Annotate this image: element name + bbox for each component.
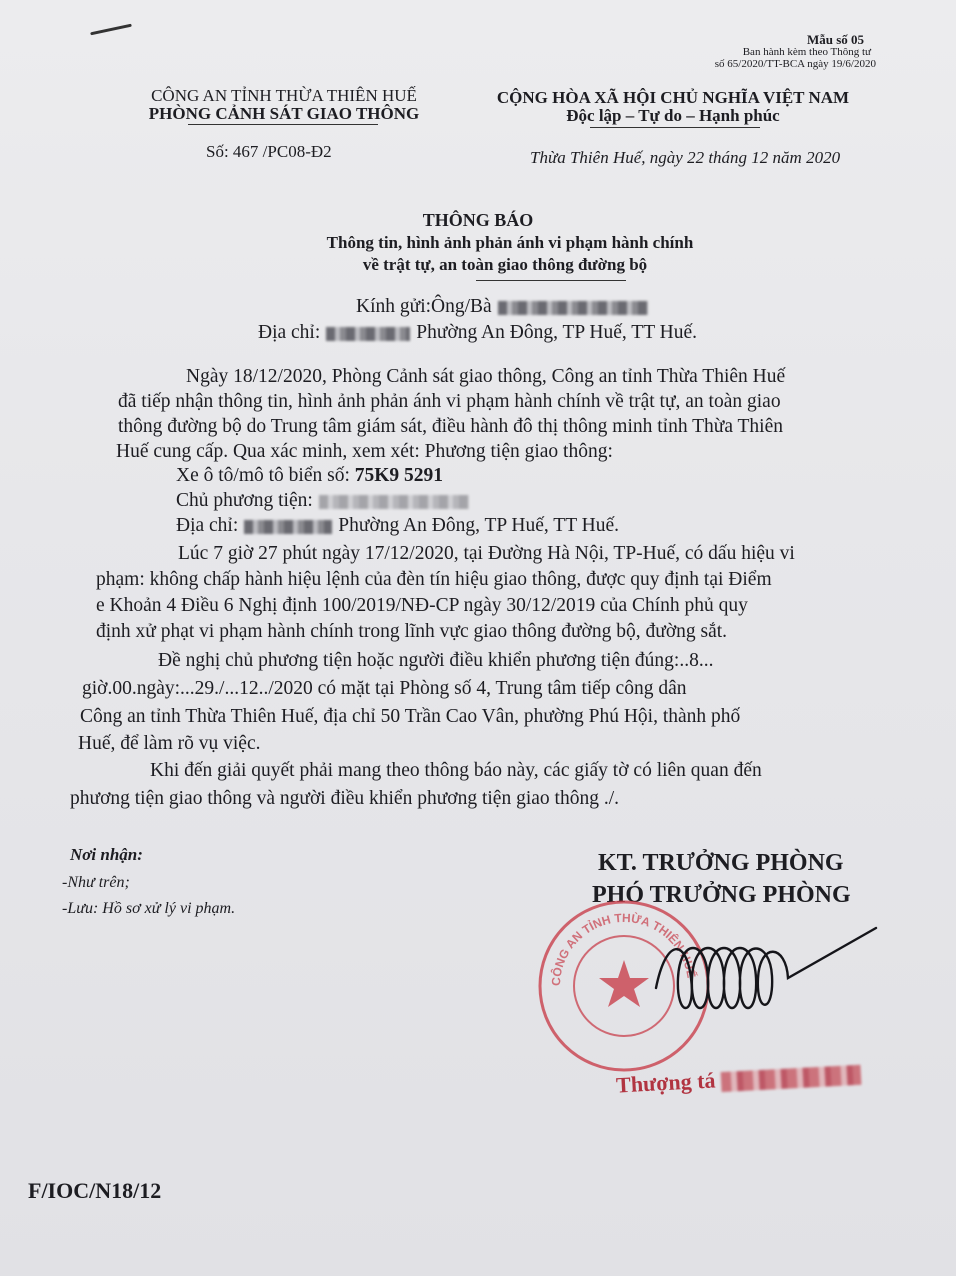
address-value: Phường An Đông, TP Huế, TT Huế. [416,322,697,343]
signer-title-2: PHÓ TRƯỞNG PHÒNG [592,882,851,908]
star-icon [599,960,649,1007]
paragraph-line: Khi đến giải quyết phải mang theo thông báo này, các giấy tờ có liên quan đến [150,760,762,781]
department-name: PHÒNG CẢNH SÁT GIAO THÔNG [148,104,420,123]
form-circular-line: số 65/2020/TT-BCA ngày 19/6/2020 [714,58,876,70]
agency-name: CÔNG AN TỈNH THỪA THIÊN HUẾ [151,86,417,105]
greeting-label: Kính gửi:Ông/Bà [356,296,492,317]
redacted-signer-name [721,1065,862,1092]
document-subtitle-2: về trật tự, an toàn giao thông đường bộ [362,255,648,274]
agency-underline [188,124,378,125]
redacted-owner-address [244,520,332,534]
plate-label: Xe ô tô/mô tô biển số: [176,465,350,486]
handwritten-signature [646,918,886,1038]
paragraph-line: Huế cung cấp. Qua xác minh, xem xét: Phương tiện giao thông: [116,441,613,462]
paragraph-line: đã tiếp nhận thông tin, hình ảnh phản ánh vi phạm hành chính về trật tự, an toàn giao [118,391,781,412]
signer-rank: Thượng tá [615,1067,717,1098]
subtitle-underline [476,280,626,281]
document-number: Số: 467 /PC08-Đ2 [206,142,332,161]
plate-number: 75K9 5291 [354,465,444,486]
paragraph-line: Lúc 7 giờ 27 phút ngày 17/12/2020, tại Đường Hà Nội, TP-Huế, có dấu hiệu vi [178,543,795,564]
paragraph-line: Công an tỉnh Thừa Thiên Huế, địa chỉ 50 Trần Cao Vân, phường Phú Hội, thành phố [80,706,741,727]
owner-label: Chủ phương tiện: [176,490,313,511]
recipients-item: -Lưu: Hồ sơ xử lý vi phạm. [62,900,236,917]
form-issuance-line: Ban hành kèm theo Thông tư [742,46,871,58]
recipient-greeting [356,296,654,318]
paragraph-line: Ngày 18/12/2020, Phòng Cảnh sát giao thông, Công an tỉnh Thừa Thiên Huế [186,366,786,387]
national-motto: Độc lập – Tự do – Hạnh phúc [566,106,780,125]
plate-line [176,465,443,487]
document-subtitle-1: Thông tin, hình ảnh phản ánh vi phạm hành chính [326,233,694,252]
recipients-heading: Nơi nhận: [70,845,143,864]
pen-mark [90,24,132,36]
redacted-address [326,327,410,341]
document-title: THÔNG BÁO [422,210,534,230]
address-label: Địa chỉ: [258,322,321,343]
recipients-item: -Như trên; [62,874,130,891]
owner-address-line [176,515,619,537]
form-number: Mẫu số 05 [806,32,864,47]
redacted-owner [319,495,469,509]
republic-name: CỘNG HÒA XÃ HỘI CHỦ NGHĨA VIỆT NAM [496,88,850,107]
paragraph-line: phương tiện giao thông và người điều khiển phương tiện giao thông ./. [70,788,619,809]
recipient-address [258,322,697,344]
place-and-date: Thừa Thiên Huế, ngày 22 tháng 12 năm 2020 [530,148,841,167]
signer-title-1: KT. TRƯỞNG PHÒNG [598,850,844,876]
paragraph-line: e Khoản 4 Điều 6 Nghị định 100/2019/NĐ-CP ngày 30/12/2019 của Chính phủ quy [96,595,748,616]
seal-text: CÔNG AN TỈNH THỪA THIÊN HUẾ [548,910,699,987]
paragraph-line: phạm: không chấp hành hiệu lệnh của đèn tín hiệu giao thông, được quy định tại Điểm [96,569,772,590]
owner-address-value: Phường An Đông, TP Huế, TT Huế. [338,515,619,536]
motto-underline [590,127,760,128]
owner-line [176,490,475,512]
footer-code: F/IOC/N18/12 [28,1178,162,1203]
paragraph-line: Huế, để làm rõ vụ việc. [78,733,261,754]
paragraph-line: thông đường bộ do Trung tâm giám sát, điều hành đô thị thông minh tỉnh Thừa Thiên [118,416,783,437]
paragraph-line: Đề nghị chủ phương tiện hoặc người điều khiển phương tiện đúng:..8... [158,650,714,671]
redacted-name [498,301,648,315]
owner-address-label: Địa chỉ: [176,515,239,536]
paragraph-line: định xử phạt vi phạm hành chính trong lĩnh vực giao thông đường bộ, đường sắt. [96,621,728,642]
paragraph-line: giờ.00.ngày:...29./...12../2020 có mặt tại Phòng số 4, Trung tâm tiếp công dân [82,678,687,699]
